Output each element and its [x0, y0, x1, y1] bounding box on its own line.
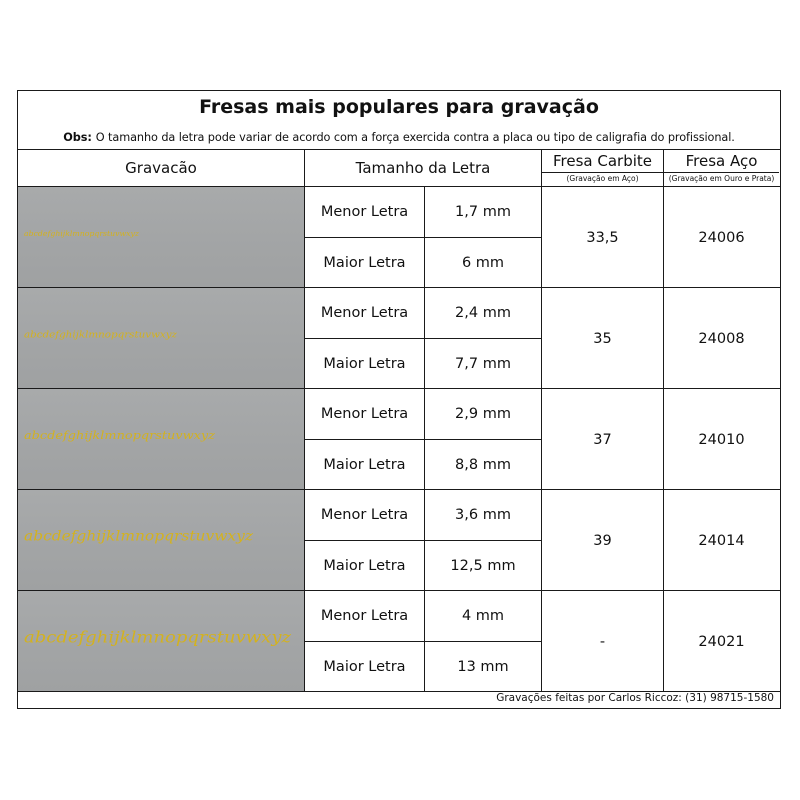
header-carbite [542, 150, 664, 186]
obs-note [18, 125, 780, 149]
fresa-carbite-value: 33,5 [542, 187, 664, 288]
table-row [18, 490, 780, 591]
fresa-aco-value: 24021 [698, 633, 745, 650]
engraving-sample [18, 187, 305, 287]
engraving-sample-text: abcdefghijklmnopqrstuvwxyz [24, 427, 217, 442]
header-aco [664, 150, 779, 186]
table-row [18, 591, 780, 692]
engraving-sample-text: abcdefghijklmnopqrstuvwxyz [24, 329, 179, 341]
table-row [18, 389, 780, 490]
maior-letra-value: 8,8 mm [425, 440, 542, 491]
maior-letra-value: 6 mm [425, 238, 542, 289]
table-header [18, 149, 780, 187]
menor-letra-value: 2,4 mm [425, 288, 542, 339]
table-row [18, 288, 780, 389]
menor-letra-label: Menor Letra [305, 288, 425, 339]
maior-letra-label: Maior Letra [305, 238, 425, 289]
menor-letra-label: Menor Letra [305, 187, 425, 238]
fresa-carbite-value: 39 [542, 490, 664, 591]
maior-letra-value: 13 mm [425, 642, 542, 693]
menor-letra-label: Menor Letra [305, 490, 425, 541]
fresa-aco-value: 24008 [698, 330, 745, 347]
menor-letra-value: 3,6 mm [425, 490, 542, 541]
fresa-carbite-value: 37 [542, 389, 664, 490]
header-gravacao: Gravacão [18, 150, 305, 186]
obs-text: O tamanho da letra pode variar de acordo com a força exercida contra a placa ou tipo de caligrafia do profissional. [95, 130, 735, 144]
engraving-sample-text: abcdefghijklmnopqrstuvwxyz [24, 528, 255, 545]
engraving-sample [18, 490, 305, 590]
header-tamanho: Tamanho da Letra [305, 150, 542, 186]
maior-letra-value: 7,7 mm [425, 339, 542, 390]
table-row [18, 187, 780, 288]
header-carbite-label: Fresa Carbite [552, 152, 652, 170]
maior-letra-value: 12,5 mm [425, 541, 542, 592]
page-title: Fresas mais populares para gravação [199, 96, 599, 118]
obs-label: Obs: [63, 130, 92, 144]
product-table [17, 90, 781, 709]
maior-letra-label: Maior Letra [305, 642, 425, 693]
header-carbite-sub: (Gravação em Aço) [542, 172, 663, 185]
engraving-sample [18, 288, 305, 388]
fresa-carbite-value: - [542, 591, 664, 692]
fresa-aco-value: 24006 [698, 229, 745, 246]
menor-letra-value: 1,7 mm [425, 187, 542, 238]
maior-letra-label: Maior Letra [305, 339, 425, 390]
footer-credit: Gravações feitas por Carlos Riccoz: (31) 98715-1580 [496, 692, 774, 704]
header-aco-label: Fresa Aço [685, 152, 758, 170]
engraving-sample [18, 591, 305, 691]
menor-letra-label: Menor Letra [305, 389, 425, 440]
engraving-sample-text: abcdefghijklmnopqrstuvwxyz [24, 627, 292, 647]
menor-letra-value: 4 mm [425, 591, 542, 642]
menor-letra-value: 2,9 mm [425, 389, 542, 440]
menor-letra-label: Menor Letra [305, 591, 425, 642]
fresa-carbite-value: 35 [542, 288, 664, 389]
fresa-aco-value: 24014 [698, 532, 745, 549]
maior-letra-label: Maior Letra [305, 440, 425, 491]
engraving-sample [18, 389, 305, 489]
engraving-sample-text: abcdefghijklmnopqrstuvwxyz [24, 228, 140, 238]
maior-letra-label: Maior Letra [305, 541, 425, 592]
header-aco-sub: (Gravação em Ouro e Prata) [664, 172, 779, 185]
fresa-aco-value: 24010 [698, 431, 745, 448]
